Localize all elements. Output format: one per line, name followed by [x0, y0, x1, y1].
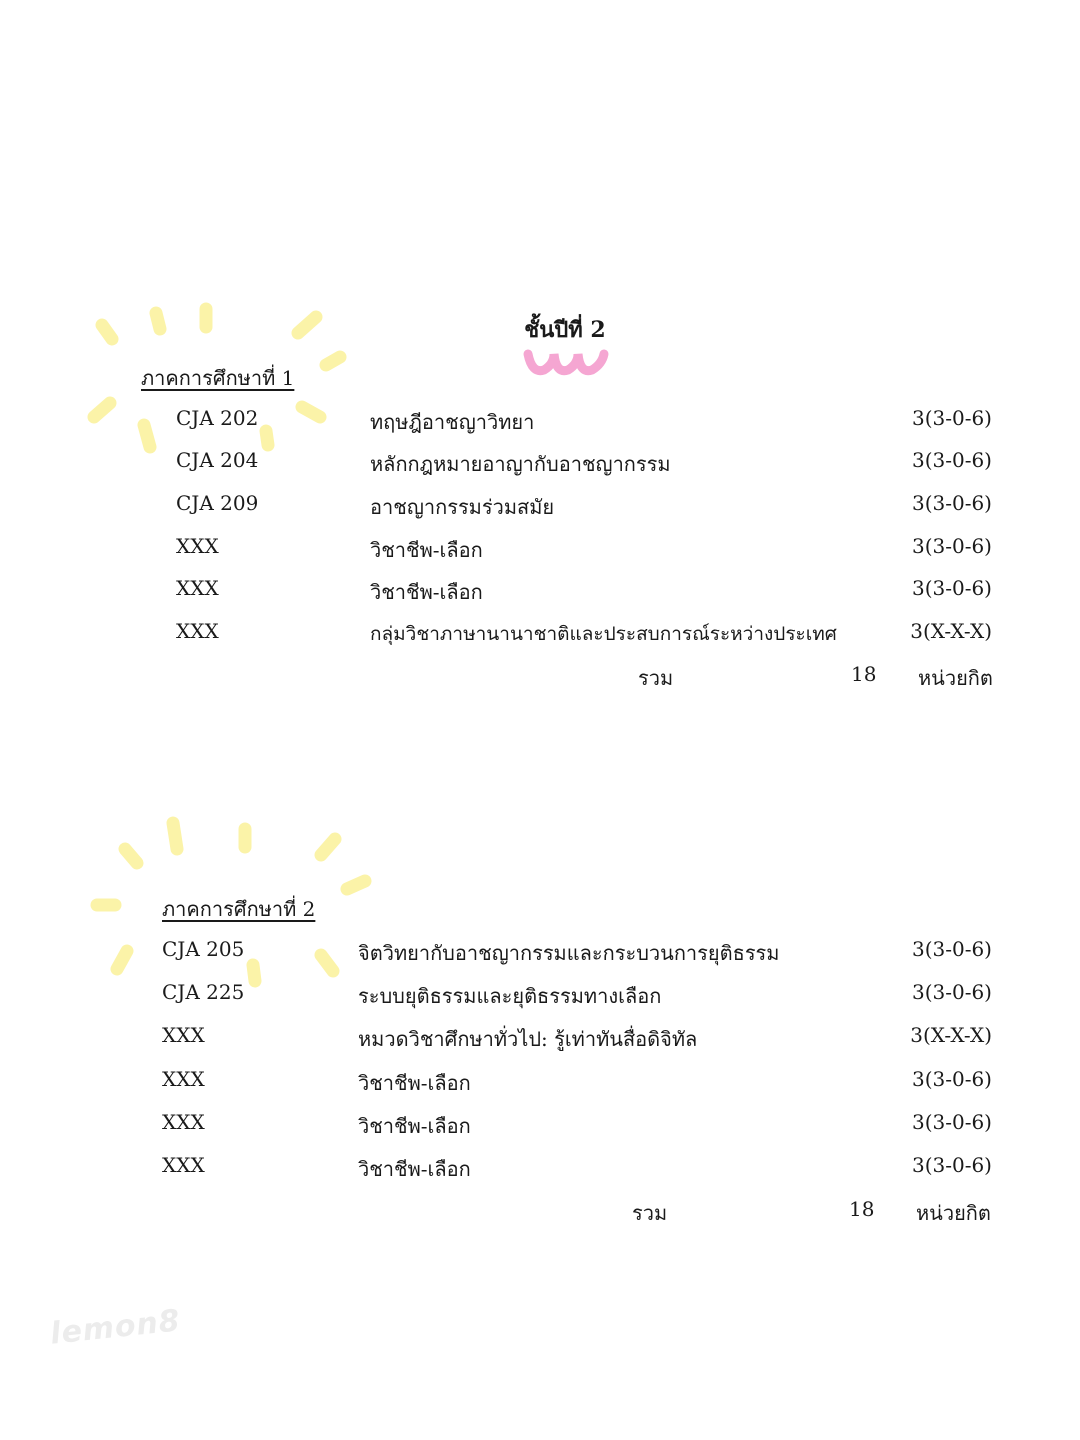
course-credit: 3(3-0-6) [911, 534, 992, 558]
course-row [0, 406, 1080, 446]
course-credit: 3(X-X-X) [910, 619, 992, 643]
course-code: XXX [176, 576, 219, 600]
course-name: วิชาชีพ-เลือก [358, 1071, 471, 1095]
course-code: CJA 209 [176, 491, 259, 515]
pink-squiggle-decoration [520, 344, 612, 380]
course-row [0, 534, 1080, 574]
course-name: หลักกฎหมายอาญากับอาชญากรรม [370, 452, 671, 476]
course-credit: 3(3-0-6) [911, 406, 992, 430]
course-name: วิชาชีพ-เลือก [370, 580, 483, 604]
course-name: ระบบยุติธรรมและยุติธรรมทางเลือก [358, 984, 662, 1008]
course-name: จิตวิทยากับอาชญากรรมและกระบวนการยุติธรรม [358, 941, 780, 965]
semester-1-heading: ภาคการศึกษาที่ 1 [141, 366, 295, 390]
course-row [0, 1067, 1080, 1107]
course-name: วิชาชีพ-เลือก [358, 1114, 471, 1138]
course-row [0, 576, 1080, 616]
course-name: วิชาชีพ-เลือก [370, 538, 483, 562]
course-row [0, 1110, 1080, 1150]
course-row [0, 1023, 1080, 1063]
total-label: รวม [638, 666, 674, 690]
course-code: CJA 202 [176, 406, 259, 430]
course-code: CJA 205 [162, 937, 245, 961]
course-code: CJA 204 [176, 448, 259, 472]
course-credit: 3(X-X-X) [910, 1023, 992, 1047]
course-credit: 3(3-0-6) [911, 491, 992, 515]
course-name: ทฤษฎีอาชญาวิทยา [370, 410, 535, 434]
course-credit: 3(3-0-6) [911, 980, 992, 1004]
course-code: XXX [176, 534, 219, 558]
course-code: XXX [162, 1110, 205, 1134]
course-credit: 3(3-0-6) [911, 1110, 992, 1134]
total-label: รวม [632, 1201, 668, 1225]
total-unit: หน่วยกิต [918, 666, 993, 690]
course-code: XXX [176, 619, 219, 643]
course-row [0, 937, 1080, 977]
lemon8-watermark: lemon8 [48, 1303, 183, 1352]
semester-2-heading: ภาคการศึกษาที่ 2 [162, 897, 316, 921]
course-credit: 3(3-0-6) [911, 1153, 992, 1177]
total-unit: หน่วยกิต [916, 1201, 991, 1225]
course-credit: 3(3-0-6) [911, 1067, 992, 1091]
course-code: XXX [162, 1153, 205, 1177]
total-credits: 18 [851, 662, 877, 686]
year-title: ชั้นปีที่ 2 [524, 317, 606, 343]
course-name: อาชญากรรมร่วมสมัย [370, 495, 555, 519]
course-row [0, 980, 1080, 1020]
course-code: CJA 225 [162, 980, 245, 1004]
course-row [0, 619, 1080, 659]
course-row [0, 1153, 1080, 1193]
course-code: XXX [162, 1067, 205, 1091]
course-name: กลุ่มวิชาภาษานานาชาติและประสบการณ์ระหว่างประเทศ [370, 623, 837, 645]
course-row [0, 491, 1080, 531]
total-credits: 18 [849, 1197, 875, 1221]
course-name: วิชาชีพ-เลือก [358, 1157, 471, 1181]
course-row [0, 448, 1080, 488]
course-code: XXX [162, 1023, 205, 1047]
course-credit: 3(3-0-6) [911, 937, 992, 961]
course-credit: 3(3-0-6) [911, 448, 992, 472]
course-credit: 3(3-0-6) [911, 576, 992, 600]
course-name: หมวดวิชาศึกษาทั่วไป: รู้เท่าทันสื่อดิจิทัล [358, 1027, 698, 1051]
